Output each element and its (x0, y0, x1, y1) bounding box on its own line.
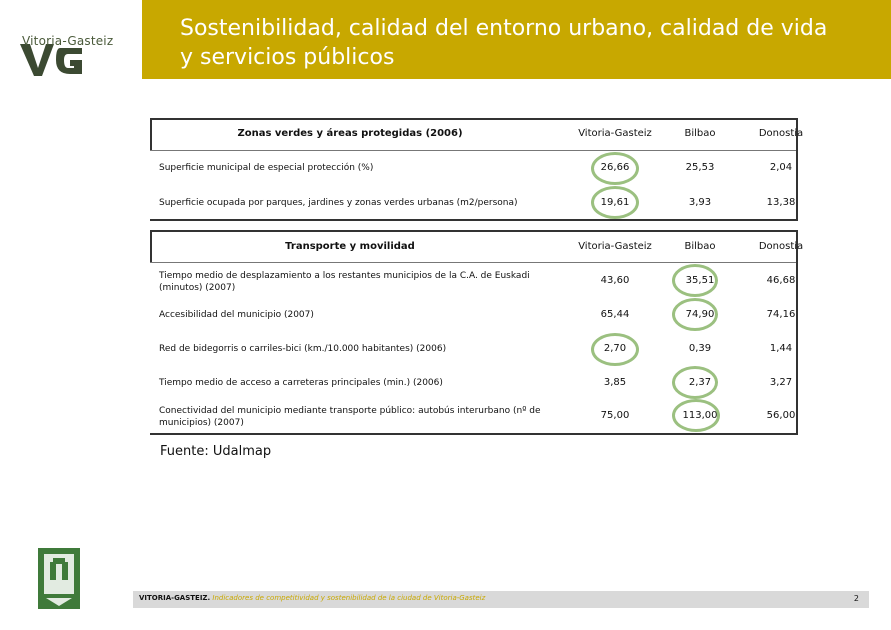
table1-col-donostia: Donostia (758, 128, 804, 139)
highlight-circle (672, 366, 718, 399)
title-line-1: Sostenibilidad, calidad del entorno urbano, calidad de vida (180, 16, 828, 41)
table1-col-vitoria: Vitoria-Gasteiz (578, 128, 652, 139)
row-label: Tiempo medio de desplazamiento a los restantes municipios de la C.A. de Euskadi (minutos) (2007) (159, 271, 530, 293)
highlight-circle (591, 186, 639, 219)
table2-border-right (796, 230, 798, 434)
row-label: Conectividad del municipio mediante transporte público: autobús interurbano (nº de municipios) (2007) (159, 406, 541, 428)
table1-border-top (150, 118, 798, 120)
cell-bilbao: 113,00 (682, 410, 718, 421)
cell-donostia: 1,44 (769, 343, 793, 354)
title-line-2: y servicios públicos (180, 45, 395, 70)
table2-title: Transporte y movilidad (285, 241, 415, 252)
highlight-circle (672, 399, 720, 432)
table1-col-bilbao: Bilbao (684, 128, 716, 139)
table2-col-donostia: Donostia (758, 241, 804, 252)
highlight-circle (672, 264, 718, 297)
table2-col-vitoria: Vitoria-Gasteiz (578, 241, 652, 252)
logo-text: Vitoria-Gasteiz (22, 34, 114, 48)
page-title (180, 14, 870, 72)
cell-bilbao: 35,51 (685, 275, 715, 286)
cell-vitoria: 75,00 (600, 410, 630, 421)
highlight-circle (672, 298, 718, 331)
cell-donostia: 13,38 (766, 197, 796, 208)
cell-vitoria: 65,44 (600, 309, 630, 320)
footer-org: VITORIA-GASTEIZ. (139, 594, 211, 602)
cell-vitoria: 43,60 (600, 275, 630, 286)
footer-bar (133, 591, 869, 608)
table2-col-bilbao: Bilbao (684, 241, 716, 252)
cell-bilbao: 74,90 (685, 309, 715, 320)
city-crest-icon (38, 548, 80, 609)
highlight-circle (591, 152, 639, 185)
table2-divider (150, 262, 798, 263)
table2-border-top (150, 230, 798, 232)
cell-donostia: 3,27 (769, 377, 793, 388)
logo (0, 0, 142, 79)
table1-border-bottom (150, 219, 798, 221)
row-label: Tiempo medio de acceso a carreteras principales (min.) (2006) (159, 378, 443, 388)
cell-donostia: 2,04 (769, 162, 793, 173)
row-label: Superficie ocupada por parques, jardines y zonas verdes urbanas (m2/persona) (159, 198, 518, 208)
cell-vitoria: 2,70 (603, 343, 627, 354)
cell-bilbao: 2,37 (688, 377, 712, 388)
footer-text (139, 594, 485, 602)
source-note: Fuente: Udalmap (160, 444, 272, 459)
cell-bilbao: 25,53 (685, 162, 715, 173)
table1-divider (150, 150, 798, 151)
cell-bilbao: 3,93 (688, 197, 712, 208)
cell-bilbao: 0,39 (688, 343, 712, 354)
cell-vitoria: 3,85 (603, 377, 627, 388)
row-label: Accesibilidad del municipio (2007) (159, 310, 314, 320)
highlight-circle (591, 333, 639, 366)
cell-donostia: 56,00 (766, 410, 796, 421)
page-number: 2 (853, 594, 859, 603)
cell-vitoria: 19,61 (600, 197, 630, 208)
cell-donostia: 74,16 (766, 309, 796, 320)
table1-title: Zonas verdes y áreas protegidas (2006) (237, 128, 463, 139)
table2-border-bottom (150, 433, 798, 435)
footer-subtitle: Indicadores de competitividad y sostenibilidad de la ciudad de Vitoria-Gasteiz (212, 594, 486, 602)
cell-donostia: 46,68 (766, 275, 796, 286)
row-label: Superficie municipal de especial protección (%) (159, 163, 374, 173)
row-label: Red de bidegorris o carriles-bici (km./10.000 habitantes) (2006) (159, 344, 447, 354)
cell-vitoria: 26,66 (600, 162, 630, 173)
